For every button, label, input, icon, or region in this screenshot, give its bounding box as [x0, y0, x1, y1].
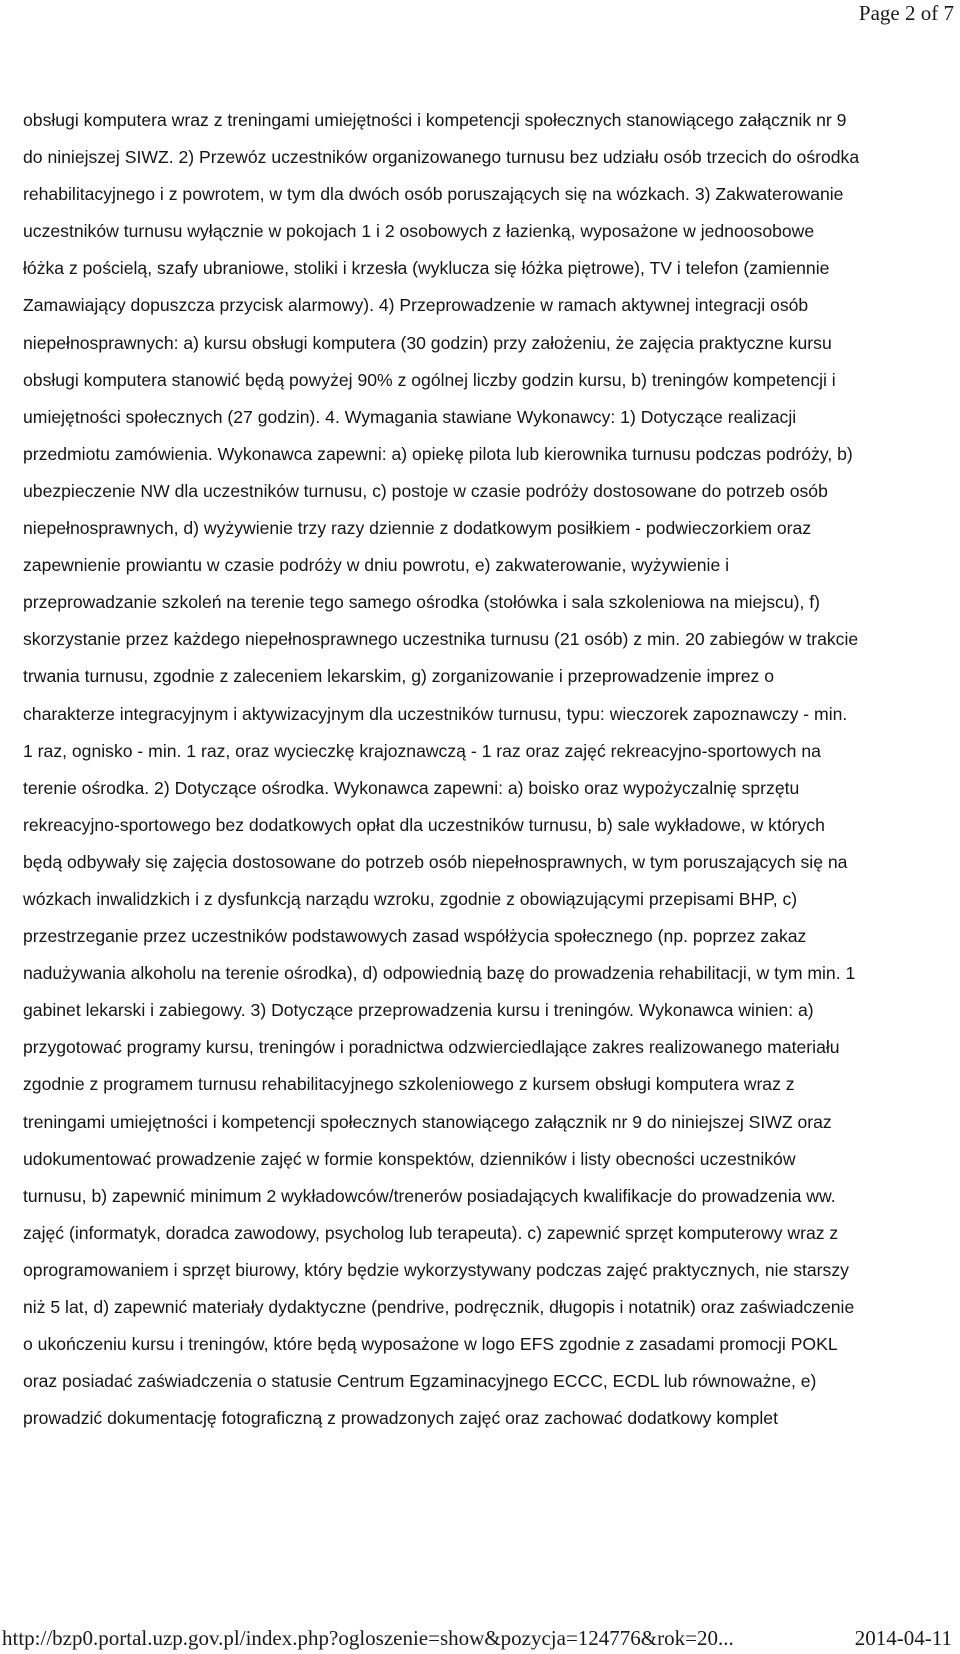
text-line: turnusu, b) zapewnić minimum 2 wykładowców/trenerów posiadających kwalifikacje do prowadzenia ww. [23, 1185, 836, 1206]
text-line: skorzystanie przez każdego niepełnosprawnego uczestnika turnusu (21 osób) z min. 20 zabiegów w trakcie [23, 629, 859, 650]
text-line: do niniejszej SIWZ. 2) Przewóz uczestników organizowanego turnusu bez udziału osób trzecich do ośrodka [23, 147, 860, 168]
text-line: udokumentować prowadzenie zajęć w formie konspektów, dzienników i listy obecności uczestników [23, 1148, 796, 1169]
text-line: będą odbywały się zajęcia dostosowane do potrzeb osób niepełnosprawnych, w tym poruszających się na [23, 851, 848, 872]
text-line: niepełnosprawnych, d) wyżywienie trzy razy dziennie z dodatkowym posiłkiem - podwieczorkiem oraz [23, 518, 812, 539]
text-line: ubezpieczenie NW dla uczestników turnusu, c) postoje w czasie podróży dostosowane do potrzeb osób [23, 480, 828, 501]
text-line: o ukończeniu kursu i treningów, które będą wyposażone w logo EFS zgodnie z zasadami promocji POKL [23, 1334, 838, 1355]
source-url: http://bzp0.portal.uzp.gov.pl/index.php?ogloszenie=show&pozycja=124776&rok=20... [2, 1626, 734, 1650]
text-line: oprogramowaniem i sprzęt biurowy, który będzie wykorzystywany podczas zajęć praktycznych, nie starszy [23, 1259, 849, 1280]
text-line: prowadzić dokumentację fotograficzną z prowadzonych zajęć oraz zachować dodatkowy komplet [23, 1408, 778, 1429]
text-line: trwania turnusu, zgodnie z zaleceniem lekarskim, g) zorganizowanie i przeprowadzenie imprez o [23, 666, 775, 687]
text-line: wózkach inwalidzkich i z dysfunkcją narządu wzroku, zgodnie z obowiązującymi przepisami BHP, c) [23, 888, 798, 909]
text-line: przeprowadzanie szkoleń na terenie tego samego ośrodka (stołówka i sala szkoleniowa na miejscu), f) [23, 592, 821, 613]
text-line: rekreacyjno-sportowego bez dodatkowych opłat dla uczestników turnusu, b) sale wykładowe, w których [23, 814, 825, 835]
text-line: obsługi komputera stanowić będą powyżej 90% z ogólnej liczby godzin kursu, b) treningów kompetencji i [23, 369, 836, 390]
text-line: zajęć (informatyk, doradca zawodowy, psycholog lub terapeuta). c) zapewnić sprzęt komputerowy wraz z [23, 1222, 839, 1243]
page-number-label: Page 2 of 7 [858, 1, 954, 25]
text-line: obsługi komputera wraz z treningami umiejętności i kompetencji społecznych stanowiącego załącznik nr 9 [23, 110, 847, 130]
text-line: umiejętności społecznych (27 godzin). 4. Wymagania stawiane Wykonawcy: 1) Dotyczące realizacji [23, 406, 797, 427]
text-line: niepełnosprawnych: a) kursu obsługi komputera (30 godzin) przy założeniu, że zajęcia praktyczne kursu [23, 332, 832, 353]
page-footer [0, 1624, 960, 1652]
text-line: charakterze integracyjnym i aktywizacyjnym dla uczestników turnusu, typu: wieczorek zapoznawczy - min. [23, 703, 848, 724]
text-line: zgodnie z programem turnusu rehabilitacyjnego szkoleniowego z kursem obsługi komputera wraz z [23, 1074, 795, 1095]
text-line: nadużywania alkoholu na terenie ośrodka), d) odpowiednią bazę do prowadzenia rehabilitacji, w tym min. 1 [23, 963, 856, 984]
text-line: niż 5 lat, d) zapewnić materiały dydaktyczne (pendrive, podręcznik, długopis i notatnik) oraz zaświadczenie [23, 1297, 855, 1317]
text-line: terenie ośrodka. 2) Dotyczące ośrodka. Wykonawca zapewni: a) boisko oraz wypożyczalnię sprzętu [23, 777, 800, 798]
text-line: łóżka z pościelą, szafy ubraniowe, stoliki i krzesła (wyklucza się łóżka piętrowe), TV i telefon (zamiennie [23, 258, 830, 279]
text-line: 1 raz, ognisko - min. 1 raz, oraz wycieczkę krajoznawczą - 1 raz oraz zajęć rekreacyjno-sportowych na [23, 740, 821, 761]
text-line: uczestników turnusu wyłącznie w pokojach 1 i 2 osobowych z łazienką, wyposażone w jednoosobowe [23, 221, 815, 242]
text-line: przestrzeganie przez uczestników podstawowych zasad współżycia społecznego (np. poprzez zakaz [23, 926, 807, 947]
document-body-text [23, 102, 953, 1437]
text-line: rehabilitacyjnego i z powrotem, w tym dla dwóch osób poruszających się na wózkach. 3) Zakwaterowanie [23, 184, 844, 205]
text-line: przedmiotu zamówienia. Wykonawca zapewni: a) opiekę pilota lub kierownika turnusu podczas podróży, b) [23, 443, 853, 464]
text-line: gabinet lekarski i zabiegowy. 3) Dotyczące przeprowadzenia kursu i treningów. Wykonawca winien: a) [23, 1000, 814, 1021]
text-line: treningami umiejętności i kompetencji społecznych stanowiącego załącznik nr 9 do niniejszej SIWZ oraz [23, 1111, 832, 1132]
text-line: Zamawiający dopuszcza przycisk alarmowy). 4) Przeprowadzenie w ramach aktywnej integracji osób [23, 295, 809, 316]
print-date: 2014-04-11 [854, 1626, 952, 1650]
text-line: zapewnienie prowiantu w czasie podróży w dniu powrotu, e) zakwaterowanie, wyżywienie i [23, 555, 730, 576]
text-line: oraz posiadać zaświadczenia o statusie Centrum Egzaminacyjnego ECCC, ECDL lub równoważne, e) [23, 1371, 817, 1392]
text-line: przygotować programy kursu, treningów i poradnictwa odzwierciedlające zakres realizowanego materiału [23, 1037, 840, 1058]
